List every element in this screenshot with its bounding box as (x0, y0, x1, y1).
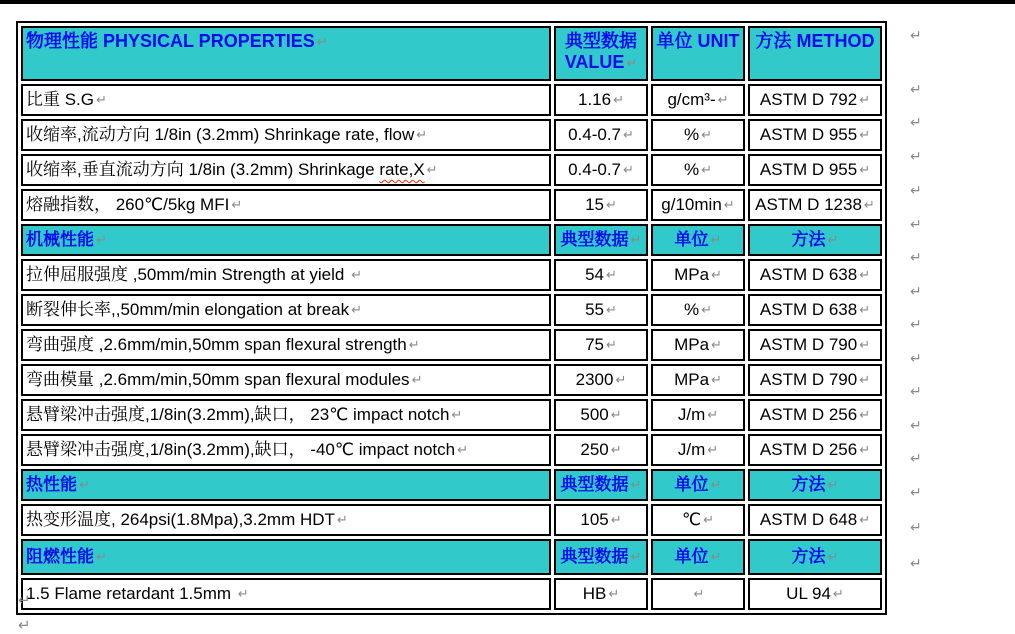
section-unit-cell[interactable] (651, 539, 745, 575)
value-cell[interactable] (554, 504, 648, 536)
method-text: ASTM D 792 (759, 90, 858, 110)
row-end-mark: ↵ (910, 316, 922, 332)
cell-end-mark: ↵ (859, 442, 871, 458)
row-end-mark: ↵ (910, 383, 922, 399)
property-cell[interactable] (21, 189, 551, 221)
cell-end-mark: ↵ (859, 127, 871, 143)
unit-cell[interactable] (651, 329, 745, 361)
row-end-mark: ↵ (910, 350, 922, 366)
section-header-row-thermal (21, 469, 882, 501)
table-header-row (21, 26, 882, 81)
row-end-mark: ↵ (910, 114, 922, 130)
section-title-cell[interactable] (21, 224, 551, 256)
paragraph-mark-clipped: ↵ (18, 617, 31, 634)
unit-cell[interactable] (651, 154, 745, 186)
property-text: 悬臂梁冲击强度,1/8in(3.2mm),缺口， 23℃ impact notch (26, 405, 450, 425)
section-method-label: 方法 (791, 475, 826, 495)
method-text: ASTM D 638 (759, 300, 858, 320)
value-cell[interactable] (554, 294, 648, 326)
cell-end-mark: ↵ (711, 337, 722, 353)
row-end-mark: ↵ (910, 555, 922, 571)
cell-end-mark: ↵ (859, 512, 871, 528)
section-value-cell[interactable] (554, 539, 648, 575)
section-value-cell[interactable] (554, 224, 648, 256)
row-end-mark: ↵ (910, 81, 922, 97)
table-row (21, 154, 882, 186)
cell-end-mark: ↵ (630, 477, 642, 493)
row-end-mark: ↵ (910, 283, 922, 299)
cell-end-mark: ↵ (237, 586, 249, 602)
table-row (21, 259, 882, 291)
property-cell[interactable] (21, 329, 551, 361)
method-text: ASTM D 955 (759, 160, 858, 180)
table-row (21, 294, 882, 326)
value-text: HB (582, 584, 607, 604)
row-end-mark: ↵ (910, 450, 922, 466)
unit-text: % (683, 160, 700, 180)
cell-end-mark: ↵ (710, 549, 722, 565)
unit-cell[interactable] (651, 189, 745, 221)
cell-end-mark: ↵ (623, 162, 634, 178)
cell-end-mark: ↵ (96, 549, 107, 565)
cell-end-mark: ↵ (827, 477, 839, 493)
section-method-cell[interactable] (748, 469, 882, 501)
unit-cell[interactable] (651, 504, 745, 536)
header-method-label: 方法 METHOD (755, 31, 875, 51)
cell-end-mark: ↵ (701, 302, 713, 318)
cell-end-mark: ↵ (710, 232, 722, 248)
value-cell[interactable] (554, 399, 648, 431)
cell-end-mark: ↵ (606, 267, 617, 283)
row-end-mark: ↵ (910, 182, 922, 198)
cell-end-mark: ↵ (711, 267, 722, 283)
table-row (21, 329, 882, 361)
method-text: ASTM D 790 (759, 335, 858, 355)
table-row (21, 578, 882, 610)
property-text: 收缩率,流动方向 1/8in (3.2mm) Shrinkage rate, flow (26, 125, 415, 145)
header-unit-label: 单位 UNIT (656, 31, 740, 51)
cell-end-mark: ↵ (630, 549, 642, 565)
cell-end-mark: ↵ (707, 407, 719, 423)
section-header-row-flammability (21, 539, 882, 575)
method-cell[interactable] (748, 189, 882, 221)
section-unit-label: 单位 (674, 475, 709, 495)
header-value-label: 典型数据 VALUE (564, 31, 637, 72)
cell-end-mark: ↵ (608, 586, 620, 602)
value-text: 0.4-0.7 (568, 125, 622, 145)
value-text: 55 (585, 300, 604, 320)
unit-cell[interactable] (651, 119, 745, 151)
property-cell[interactable] (21, 84, 551, 116)
cell-end-mark: ↵ (623, 127, 634, 143)
value-cell[interactable] (554, 434, 648, 466)
cell-end-mark: ↵ (859, 337, 871, 353)
row-end-mark: ↵ (910, 519, 922, 535)
value-cell[interactable] (554, 364, 648, 396)
row-end-mark: ↵ (910, 216, 922, 232)
cell-end-mark: ↵ (457, 442, 468, 458)
value-cell[interactable] (554, 329, 648, 361)
section-method-label: 方法 (791, 230, 826, 250)
unit-cell[interactable] (651, 399, 745, 431)
cell-end-mark: ↵ (606, 197, 617, 213)
method-cell[interactable] (748, 364, 882, 396)
value-cell[interactable] (554, 154, 648, 186)
method-text: ASTM D 648 (759, 510, 858, 530)
row-end-mark: ↵ (910, 417, 922, 433)
section-title: 机械性能 (26, 230, 94, 250)
table-row (21, 504, 882, 536)
value-cell[interactable] (554, 578, 648, 610)
cell-end-mark: ↵ (316, 34, 328, 49)
cell-end-mark: ↵ (703, 512, 714, 528)
value-text: 54 (585, 265, 604, 285)
cell-end-mark: ↵ (626, 54, 638, 70)
method-cell[interactable] (748, 399, 882, 431)
cell-end-mark: ↵ (859, 162, 871, 178)
row-end-mark: ↵ (910, 484, 922, 500)
property-cell[interactable] (21, 364, 551, 396)
unit-text: % (683, 300, 700, 320)
cell-end-mark: ↵ (723, 197, 735, 213)
cell-end-mark: ↵ (451, 407, 463, 423)
cell-end-mark: ↵ (79, 477, 90, 493)
property-cell[interactable] (21, 119, 551, 151)
method-cell[interactable] (748, 504, 882, 536)
cell-end-mark: ↵ (859, 92, 871, 108)
unit-text: J/m (677, 405, 706, 425)
table-row (21, 434, 882, 466)
property-text: 拉伸屈服强度 ,50mm/min Strength at yield (26, 265, 350, 285)
method-cell[interactable] (748, 329, 882, 361)
cell-end-mark: ↵ (610, 512, 622, 528)
method-text: UL 94 (786, 584, 831, 604)
table-row (21, 119, 882, 151)
property-text: 比重 S.G (26, 90, 95, 110)
cell-end-mark: ↵ (693, 586, 705, 602)
table-row (21, 364, 882, 396)
method-cell[interactable] (748, 154, 882, 186)
cell-end-mark: ↵ (613, 92, 624, 108)
header-cell-method[interactable] (748, 26, 882, 81)
unit-cell[interactable] (651, 434, 745, 466)
property-text: 断裂伸长率,,50mm/min elongation at break (26, 300, 350, 320)
value-cell[interactable] (554, 84, 648, 116)
top-edge-bar (0, 0, 1015, 4)
section-method-label: 方法 (791, 547, 826, 567)
cell-end-mark: ↵ (701, 127, 713, 143)
section-title-cell[interactable] (21, 539, 551, 575)
section-method-cell[interactable] (748, 224, 882, 256)
section-value-label: 典型数据 (560, 475, 629, 495)
unit-text: ℃ (682, 510, 702, 530)
section-unit-label: 单位 (674, 230, 709, 250)
method-cell[interactable] (748, 294, 882, 326)
cell-end-mark: ↵ (832, 586, 844, 602)
property-text: 热变形温度, 264psi(1.8Mpa),3.2mm HDT (26, 510, 335, 530)
section-value-label: 典型数据 (560, 230, 629, 250)
property-cell[interactable] (21, 504, 551, 536)
unit-text: g/cm³- (667, 90, 716, 110)
header-property-label: 物理性能 PHYSICAL PROPERTIES (26, 31, 315, 51)
cell-end-mark: ↵ (710, 477, 722, 493)
section-unit-label: 单位 (674, 547, 709, 567)
value-text: 500 (580, 405, 609, 425)
unit-cell[interactable] (651, 578, 745, 610)
cell-end-mark: ↵ (615, 372, 627, 388)
row-end-mark: ↵ (910, 148, 922, 164)
method-text: ASTM D 638 (759, 265, 858, 285)
value-text: 2300 (575, 370, 614, 390)
unit-cell[interactable] (651, 294, 745, 326)
cell-end-mark: ↵ (827, 549, 839, 565)
value-text: 1.16 (578, 90, 612, 110)
value-text: 75 (585, 335, 604, 355)
method-cell[interactable] (748, 259, 882, 291)
method-text: ASTM D 1238 (755, 195, 862, 215)
property-text: 弯曲模量 ,2.6mm/min,50mm span flexural modules (26, 370, 410, 390)
property-text: 收缩率,垂直流动方向 1/8in (3.2mm) Shrinkage (26, 160, 380, 180)
section-title: 热性能 (26, 475, 77, 495)
section-unit-cell[interactable] (651, 224, 745, 256)
cell-end-mark: ↵ (827, 232, 839, 248)
table-row (21, 84, 882, 116)
cell-end-mark: ↵ (408, 337, 420, 353)
unit-text: g/10min (661, 195, 722, 215)
cell-end-mark: ↵ (411, 372, 423, 388)
cell-end-mark: ↵ (610, 442, 622, 458)
cell-end-mark: ↵ (707, 442, 719, 458)
cell-end-mark: ↵ (96, 92, 107, 108)
cell-end-mark: ↵ (859, 302, 871, 318)
unit-text: MPa (674, 335, 710, 355)
property-cell[interactable] (21, 294, 551, 326)
unit-cell[interactable] (651, 364, 745, 396)
value-text: 0.4-0.7 (568, 160, 622, 180)
table-row (21, 189, 882, 221)
property-cell[interactable] (21, 154, 551, 186)
row-end-mark: ↵ (910, 249, 922, 265)
cell-end-mark: ↵ (610, 407, 622, 423)
method-cell[interactable] (748, 434, 882, 466)
cell-end-mark: ↵ (416, 127, 428, 143)
method-text: ASTM D 256 (759, 405, 858, 425)
property-cell[interactable] (21, 434, 551, 466)
method-cell[interactable] (748, 578, 882, 610)
unit-cell[interactable] (651, 259, 745, 291)
header-cell-value[interactable] (554, 26, 648, 81)
section-value-label: 典型数据 (560, 547, 629, 567)
unit-text: % (683, 125, 700, 145)
property-text: 熔融指数， 260℃/5kg MFI (26, 195, 230, 215)
unit-cell[interactable] (651, 84, 745, 116)
value-text: 105 (580, 510, 609, 530)
value-text: 250 (580, 440, 609, 460)
cell-end-mark: ↵ (231, 197, 243, 213)
property-text: 弯曲强度 ,2.6mm/min,50mm span flexural strength (26, 335, 407, 355)
cell-end-mark: ↵ (606, 337, 617, 353)
cell-end-mark: ↵ (863, 197, 875, 213)
section-value-cell[interactable] (554, 469, 648, 501)
physical-properties-table (16, 21, 887, 615)
cell-end-mark: ↵ (859, 372, 871, 388)
property-cell[interactable] (21, 259, 551, 291)
cell-end-mark: ↵ (351, 267, 362, 283)
paragraph-mark: ↵ (18, 592, 31, 609)
cell-end-mark: ↵ (426, 162, 438, 178)
row-end-mark: ↵ (910, 27, 922, 43)
cell-end-mark: ↵ (351, 302, 363, 318)
header-cell-property[interactable] (21, 26, 551, 81)
method-text: ASTM D 256 (759, 440, 858, 460)
unit-text: J/m (677, 440, 706, 460)
cell-end-mark: ↵ (711, 372, 722, 388)
cell-end-mark: ↵ (717, 92, 729, 108)
value-cell[interactable] (554, 189, 648, 221)
property-text: 悬臂梁冲击强度,1/8in(3.2mm),缺口， -40℃ impact notch (26, 440, 456, 460)
cell-end-mark: ↵ (701, 162, 713, 178)
header-cell-unit[interactable] (651, 26, 745, 81)
method-cell[interactable] (748, 119, 882, 151)
property-text: 1.5 Flame retardant 1.5mm (26, 584, 236, 604)
value-cell[interactable] (554, 259, 648, 291)
cell-end-mark: ↵ (859, 407, 871, 423)
method-text: ASTM D 790 (759, 370, 858, 390)
cell-end-mark: ↵ (859, 267, 871, 283)
cell-end-mark: ↵ (630, 232, 642, 248)
section-title-cell[interactable] (21, 469, 551, 501)
method-text: ASTM D 955 (759, 125, 858, 145)
unit-text: MPa (674, 265, 710, 285)
property-cell[interactable] (21, 578, 551, 610)
cell-end-mark: ↵ (336, 512, 348, 528)
method-cell[interactable] (748, 84, 882, 116)
section-header-row-mechanical (21, 224, 882, 256)
value-text: 15 (585, 195, 604, 215)
property-text-misspelled: rate,X (379, 160, 425, 180)
cell-end-mark: ↵ (96, 232, 107, 248)
value-cell[interactable] (554, 119, 648, 151)
table-row (21, 399, 882, 431)
section-method-cell[interactable] (748, 539, 882, 575)
unit-text: MPa (674, 370, 710, 390)
section-unit-cell[interactable] (651, 469, 745, 501)
property-cell[interactable] (21, 399, 551, 431)
cell-end-mark: ↵ (606, 302, 617, 318)
section-title: 阻燃性能 (26, 547, 94, 567)
